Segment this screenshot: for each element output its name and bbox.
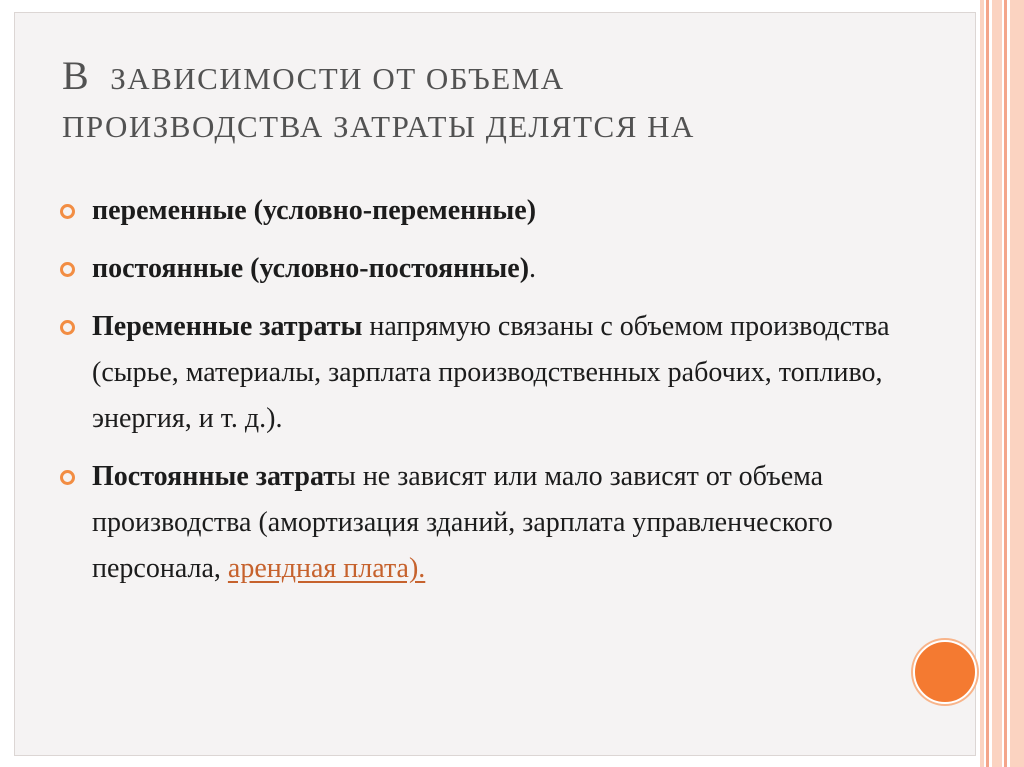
bullet-bold-text: Переменные затраты: [92, 311, 363, 342]
stripe: [992, 0, 1002, 767]
ring-bullet-icon: [60, 262, 75, 277]
bullet-text: .: [529, 253, 537, 284]
decorative-stripes: [980, 0, 1024, 767]
stripe: [1010, 0, 1024, 767]
bullet-list: [60, 188, 920, 592]
ring-bullet-icon: [60, 204, 75, 219]
bullet-bold-text: переменные (условно-переменные): [92, 195, 537, 226]
bullet-item-fixed-costs: [60, 454, 920, 592]
ring-bullet-icon: [60, 320, 75, 335]
rent-link[interactable]: арендная плата).: [227, 553, 426, 584]
stripe: [1004, 0, 1007, 767]
bullet-text: ы не зависят или мало зависят от объема производства (амортизация зданий, зарплата управленческого персонала,: [92, 461, 833, 584]
stripe: [980, 0, 984, 767]
bullet-bold-text: постоянные (условно-постоянные): [92, 253, 530, 284]
bullet-text: напрямую связаны с объемом производства (сырье, материалы, зарплата производственных рабочих, топливо, энергия, и т. д.).: [92, 311, 890, 434]
stripe: [986, 0, 989, 767]
slide-title: [62, 52, 922, 151]
bullet-item-variable-costs: [60, 304, 920, 442]
ring-bullet-icon: [60, 470, 75, 485]
title-capital-letter: В: [62, 53, 91, 98]
bullet-item-fixed: [60, 246, 920, 292]
bullet-bold-text: Постоянные затрат: [92, 461, 337, 492]
bullet-item-variable: [60, 188, 920, 234]
title-line-2: ПРОИЗВОДСТВА ЗАТРАТЫ ДЕЛЯТСЯ НА: [62, 109, 695, 144]
decorative-circle: [913, 640, 977, 704]
title-line-1: ЗАВИСИМОСТИ ОТ ОБЪЕМА: [110, 61, 565, 96]
